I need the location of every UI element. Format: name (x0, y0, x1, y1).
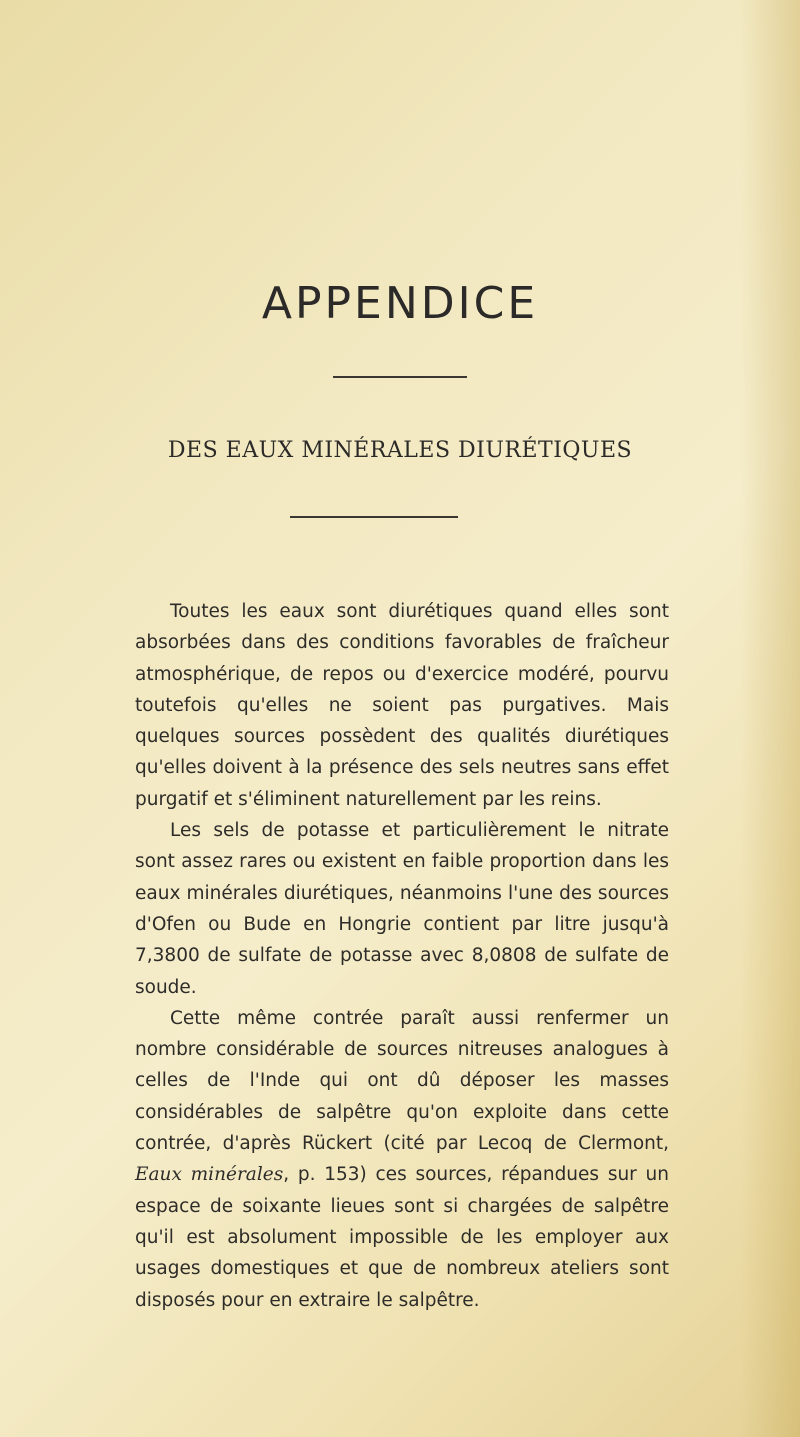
paragraph-1: Toutes les eaux sont diurétiques quand elles sont absorbées dans des conditions favorables de fraîcheur atmosphérique, de repos ou d'exercice modéré, pourvu toutefois qu'elles ne soient pas purgatives. Mais quelques sources possèdent des qualités diurétiques qu'elles doivent à la présence des sels neutres sans effet purgatif et s'éliminent naturellement par les reins. (135, 601, 669, 810)
page-subtitle: DES EAUX MINÉRALES DIURÉTIQUES (167, 438, 633, 463)
paragraph-3-text-before: Cette même contrée paraît aussi renfermer un nombre considérable de sources nitreuses analogues à celles de l'Inde qui ont dû déposer les masses considérables de salpêtre qu'on exploite dans cette contrée, d'après Rückert (cité par Lecoq de Clermont, (135, 1007, 669, 1155)
paragraph-2: Les sels de potasse et particulièrement le nitrate sont assez rares ou existent en faible proportion dans les eaux minérales diurétiques, néanmoins l'une des sources d'Ofen ou Bude en Hongrie contient par litre jusqu'à 7,3800 de sulfate de potasse avec 8,0808 de sulfate de soude. (135, 820, 669, 998)
divider-rule-bottom (290, 516, 458, 518)
page-edge-shading (740, 0, 800, 1437)
paragraph-3-text-after: , p. 153) ces sources, répandues sur un espace de soixante lieues sont si chargées de salpêtre qu'il est absolument impossible de les employer aux usages domestiques et que de nombreux ateliers sont disposés pour en extraire le salpêtre. (135, 1164, 669, 1311)
body-text (135, 596, 669, 1316)
paragraph-3 (135, 1003, 669, 1316)
page-title: APPENDICE (261, 278, 539, 329)
divider-rule-top (333, 376, 467, 378)
book-title-reference: Eaux minérales (135, 1164, 284, 1186)
